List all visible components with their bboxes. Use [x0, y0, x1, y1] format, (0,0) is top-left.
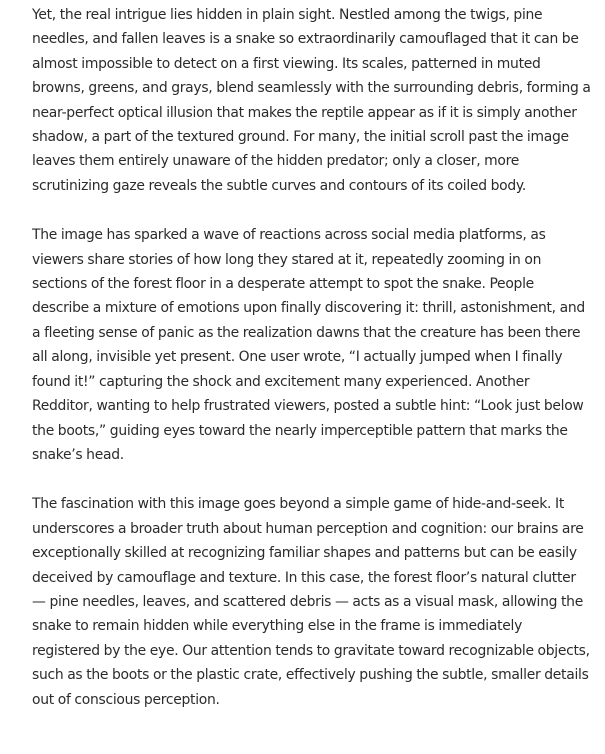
article-body — [32, 3, 592, 737]
paragraph-hidden-snake: Yet, the real intrigue lies hidden in plain sight. Nestled among the twigs, pine needles, and fallen leaves is a snake so extraordinarily camouflaged that it can be almost impossible to detect on a first viewing. Its scales, patterned in muted browns, greens, and grays, blend seamlessly with the surrounding debris, forming a near-perfect optical illusion that makes the reptile appear as if it is simply another shadow, a part of the textured ground. For many, the initial scroll past the image leaves them entirely unaware of the hidden predator; only a closer, more scrutinizing gaze reveals the subtle curves and contours of its coiled body. — [32, 7, 591, 194]
paragraph-social-reactions: The image has sparked a wave of reactions across social media platforms, as viewers share stories of how long they stared at it, repeatedly zooming in on sections of the forest floor in a desperate attempt to spot the snake. People describe a mixture of emotions upon finally discovering it: thrill, astonishment, and a fleeting sense of panic as the realization dawns that the creature has been there all along, invisible yet present. One user wrote, “I actually jumped when I finally found it!” capturing the shock and excitement many experienced. Another Redditor, wanting to help frustrated viewers, posted a subtle hint: “Look just below the boots,” guiding eyes toward the nearly imperceptible pattern that marks the snake’s head. — [32, 227, 585, 463]
paragraph-perception: The fascination with this image goes beyond a simple game of hide-and-seek. It underscores a broader truth about human perception and cognition: our brains are exceptionally skilled at recognizing familiar shapes and patterns but can be easily deceived by camouflage and texture. In this case, the forest floor’s natural clutter — pine needles, leaves, and scattered debris — acts as a visual mask, allowing the snake to remain hidden while everything else in the frame is immediately registered by the eye. Our attention tends to gravitate toward recognizable objects, such as the boots or the plastic crate, effectively pushing the subtle, smaller details out of conscious perception. — [32, 496, 590, 708]
